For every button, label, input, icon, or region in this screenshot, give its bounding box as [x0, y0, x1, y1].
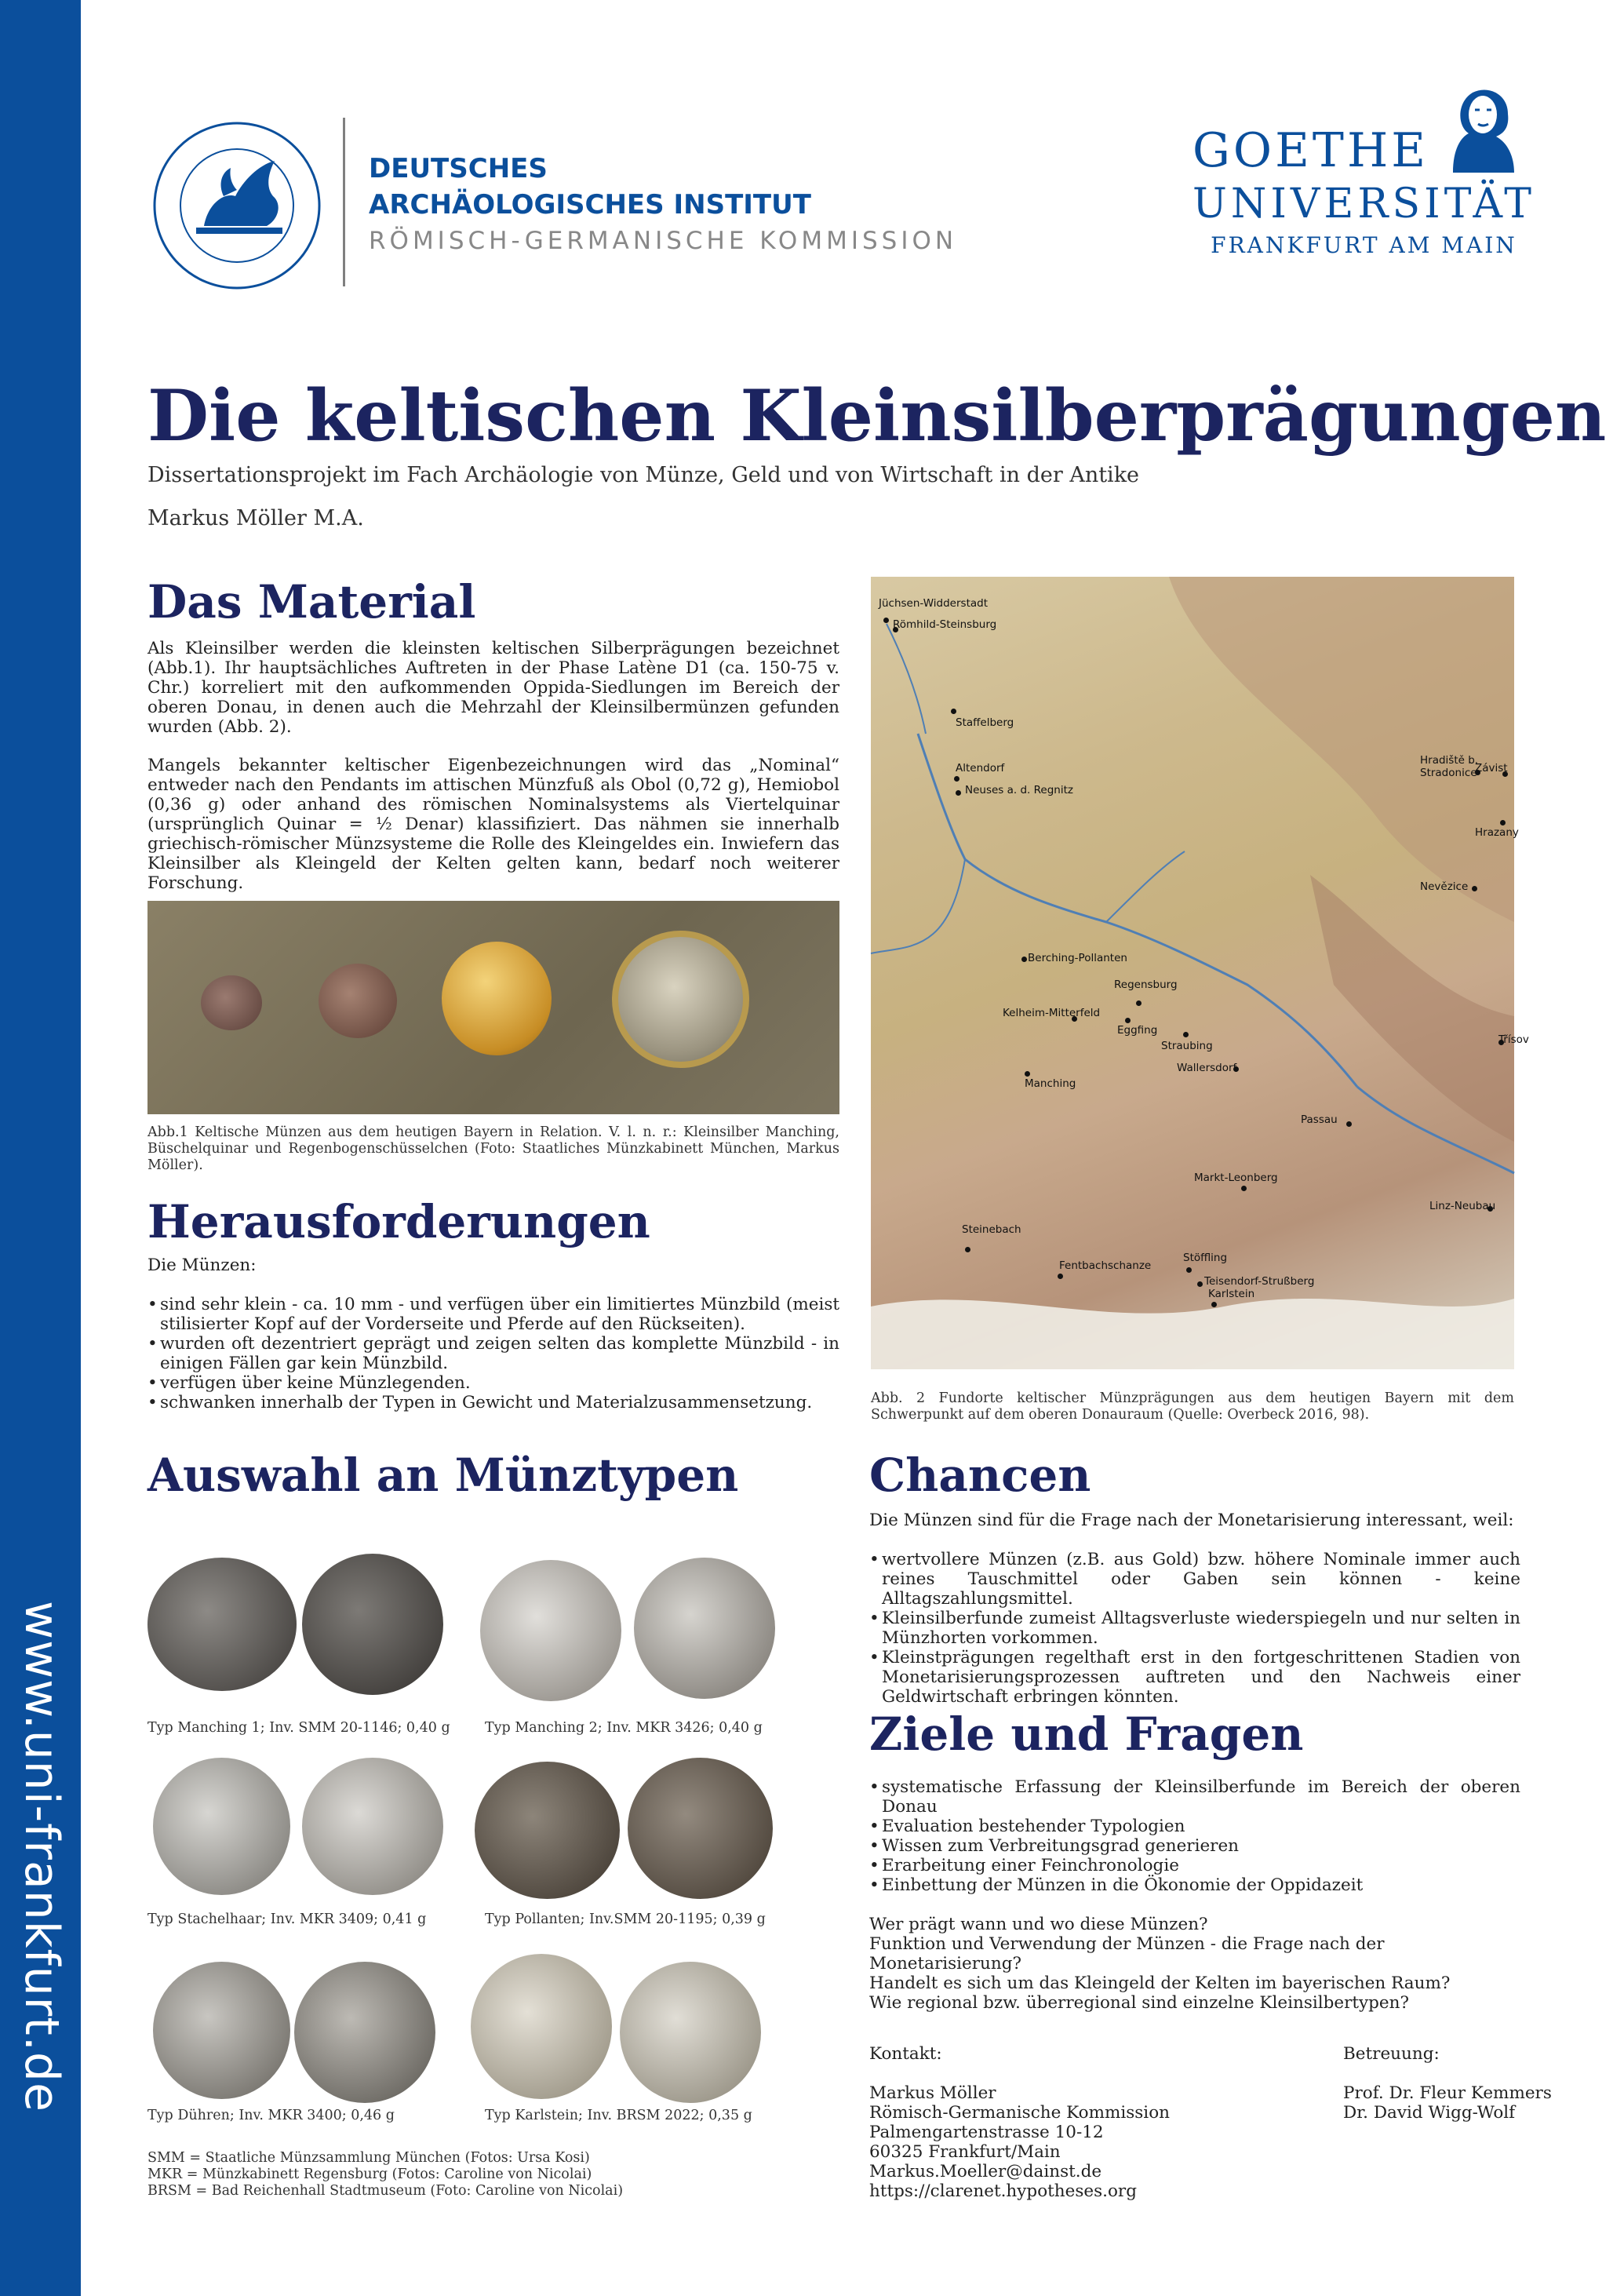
map-caption: Abb. 2 Fundorte keltischer Münzprägungen aus dem heutigen Bayern mit dem Schwerpunkt auf dem oberen Donauraum (Quelle: Overbeck 2016, 98).: [871, 1390, 1514, 1423]
map-label: Regensburg: [1114, 979, 1178, 991]
list-item: • Kleinsilberfunde zumeist Alltagsverluste wiederspiegeln und nur selten in Münzhorten vorkommen.: [869, 1609, 1520, 1648]
map-marker: [1021, 957, 1027, 962]
material-paragraph-1: Als Kleinsilber werden die kleinsten keltischen Silberprägungen bezeichnet (Abb.1). Ihr hauptsächliches Auftreten in der Phase Latène D1 (ca. 150-75 v. Chr.) korreliert mit den aufkommenden Oppida-Siedlungen im Bereich der oberen Donau, in denen auch die Mehrzahl der Kleinsilbermünzen gefunden wurden (Abb. 2).: [147, 639, 839, 737]
goals-heading: Ziele und Fragen: [869, 1707, 1304, 1761]
coin-label: Typ Stachelhaar; Inv. MKR 3409; 0,41 g: [147, 1912, 427, 1927]
coin-duehren-obverse: [153, 1962, 290, 2099]
types-note: BRSM = Bad Reichenhall Stadtmuseum (Foto: Caroline von Nicolai): [147, 2183, 624, 2199]
challenges-section: [147, 1194, 839, 1412]
coin-label: Typ Pollanten; Inv.SMM 20-1195; 0,39 g: [485, 1912, 766, 1927]
map-marker: [1136, 1000, 1142, 1006]
coin-pollanten-obverse: [475, 1762, 620, 1899]
coin-stachelhaar-obverse: [153, 1758, 290, 1895]
list-item: • verfügen über keine Münzlegenden.: [147, 1373, 839, 1393]
map-marker: [1183, 1032, 1189, 1037]
contact-block: [869, 2044, 1170, 2201]
map-marker: [1186, 1267, 1192, 1273]
map-label: Fentbachschanze: [1059, 1259, 1152, 1272]
map-label: Hradiště b. Stradonice: [1420, 754, 1479, 779]
question: Wie regional bzw. überregional sind einzelne Kleinsilbertypen?: [869, 1993, 1410, 2013]
map-marker: [956, 790, 961, 796]
map-label: Straubing: [1161, 1040, 1213, 1052]
supervisor-name: Dr. David Wigg-Wolf: [1343, 2103, 1516, 2123]
findspot-map: [871, 577, 1529, 1369]
map-label: Berching-Pollanten: [1028, 952, 1127, 964]
dai-seal-logo: [149, 118, 326, 294]
contact-line: Markus Möller: [869, 2083, 996, 2103]
types-note: MKR = Münzkabinett Regensburg (Fotos: Caroline von Nicolai): [147, 2167, 592, 2182]
challenges-heading: Herausforderungen: [147, 1195, 650, 1248]
challenges-intro: Die Münzen:: [147, 1256, 257, 1275]
side-band: [0, 0, 81, 2296]
map-marker: [1125, 1018, 1131, 1023]
chances-section: [869, 1448, 1520, 1707]
coin-label: Typ Dühren; Inv. MKR 3400; 0,46 g: [147, 2108, 395, 2123]
dai-name-block: [369, 151, 957, 259]
question: Handelt es sich um das Kleingeld der Kelten im bayerischen Raum?: [869, 1973, 1451, 1993]
chances-heading: Chancen: [869, 1449, 1091, 1502]
chances-list: [869, 1550, 1520, 1707]
goethe-line-3: FRANKFURT AM MAIN: [1211, 232, 1517, 258]
map-marker: [1025, 1071, 1030, 1077]
list-item: • systematische Erfassung der Kleinsilberfunde im Bereich der oberen Donau: [869, 1777, 1520, 1817]
map-label: Altendorf: [956, 762, 1005, 774]
coin-karlstein-obverse: [471, 1954, 612, 2099]
contact-line: Römisch-Germanische Kommission: [869, 2103, 1170, 2123]
map-label: Eggfing: [1117, 1024, 1158, 1037]
dai-line-1: DEUTSCHES: [369, 153, 548, 184]
list-item: • Einbettung der Münzen in die Ökonomie der Oppidazeit: [869, 1875, 1520, 1895]
dai-line-3: RÖMISCH-GERMANISCHE KOMMISSION: [369, 227, 958, 255]
goethe-portrait-icon: [1429, 78, 1531, 180]
map-label: Staffelberg: [956, 716, 1014, 729]
gold-coin: [442, 942, 552, 1055]
map-label: Nevězice: [1420, 880, 1469, 893]
contact-line: Palmengartenstrasse 10-12: [869, 2123, 1104, 2142]
goals-list: [869, 1777, 1520, 1895]
list-item: • Erarbeitung einer Feinchronologie: [869, 1856, 1520, 1875]
types-notes: [147, 2150, 623, 2199]
map-marker: [1197, 1281, 1203, 1287]
map-marker: [1241, 1186, 1247, 1191]
coin-manching1-reverse: [302, 1554, 443, 1695]
list-item: • wertvollere Münzen (z.B. aus Gold) bzw. höhere Nominale immer auch reines Tauschmittel oder Gaben sein können - keine Alltagszahlungsmittel.: [869, 1550, 1520, 1609]
map-label: Hrazany: [1475, 826, 1519, 839]
coin-photo-abb1: [147, 901, 839, 1114]
goals-questions: [869, 1915, 1520, 2013]
map-marker: [1500, 820, 1506, 825]
types-heading-wrap: [147, 1448, 738, 1503]
list-item: • sind sehr klein - ca. 10 mm - und verfügen über ein limitiertes Münzbild (meist stilisierter Kopf auf der Vorderseite und Pferde auf den Rückseiten).: [147, 1295, 839, 1334]
map-label: Kelheim-Mitterfeld: [1003, 1007, 1101, 1019]
map-label: Linz-Neubau: [1429, 1200, 1496, 1212]
contact-heading: Kontakt:: [869, 2044, 942, 2064]
material-heading: Das Material: [147, 575, 476, 629]
coin-manching1-obverse: [147, 1558, 297, 1691]
map-label: Teisendorf-Strußberg: [1204, 1275, 1315, 1288]
map-label: Wallersdorf: [1177, 1062, 1237, 1074]
map-marker: [1346, 1121, 1352, 1127]
coin-label: Typ Manching 2; Inv. MKR 3426; 0,40 g: [485, 1720, 763, 1736]
map-marker: [965, 1247, 970, 1252]
goethe-line-2: UNIVERSITÄT: [1193, 180, 1535, 228]
map-label: Třísov: [1498, 1033, 1529, 1046]
map-label: Stöffling: [1183, 1252, 1228, 1264]
chances-intro: Die Münzen sind für die Frage nach der Monetarisierung interessant, weil:: [869, 1511, 1514, 1530]
coin-karlstein-reverse: [620, 1962, 761, 2103]
map-label: Karlstein: [1208, 1288, 1255, 1300]
map-label: Römhild-Steinsburg: [893, 618, 997, 631]
author: Markus Möller M.A.: [147, 506, 364, 530]
material-paragraph-2: Mangels bekannter keltischer Eigenbezeichnungen wird das „Nominal“ entweder nach den Pendants im attischen Münzfuß als Obol (0,72 g), Hemiobol (0,36 g) oder anhand des römischen Nominalsystems als Viertelquinar (ursprünglich Quinar = ½ Denar) klassifiziert. Das nähmen sie innerhalb griechisch-römischer Münzsysteme die Rolle des Kleingeldes ein. Inwiefern das Kleinsilber als Kleingeld der Kelten gelten kann, bedarf noch weiterer Forschung.: [147, 756, 839, 893]
coin-label: Typ Karlstein; Inv. BRSM 2022; 0,35 g: [485, 2108, 752, 2123]
map-marker: [883, 618, 889, 623]
map-marker: [951, 709, 956, 714]
question: Funktion und Verwendung der Münzen - die Frage nach der Monetarisierung?: [869, 1934, 1385, 1973]
contact-line: 60325 Frankfurt/Main: [869, 2142, 1061, 2162]
map-label: Steinebach: [962, 1223, 1021, 1236]
list-item: • Wissen zum Verbreitungsgrad generieren: [869, 1836, 1520, 1856]
supervision-block: [1343, 2044, 1552, 2123]
dai-line-2: ARCHÄOLOGISCHES INSTITUT: [369, 189, 811, 220]
euro-coin: [612, 931, 749, 1068]
question: Wer prägt wann und wo diese Münzen?: [869, 1915, 1208, 1934]
map-label: Passau: [1301, 1113, 1338, 1126]
map-marker: [1211, 1302, 1217, 1307]
types-heading: Auswahl an Münztypen: [147, 1449, 739, 1502]
goethe-line-1: GOETHE: [1193, 123, 1429, 178]
coin-manching2-reverse: [634, 1558, 775, 1699]
coin-pollanten-reverse: [628, 1758, 773, 1899]
page-title: Die keltischen Kleinsilberprägungen: [147, 374, 1607, 457]
contact-email-link[interactable]: Markus.Moeller@dainst.de: [869, 2162, 1102, 2181]
types-note: SMM = Staatliche Münzsammlung München (Fotos: Ursa Kosi): [147, 2150, 590, 2166]
list-item: • wurden oft dezentriert geprägt und zeigen selten das komplette Münzbild - in einigen Fällen gar kein Münzbild.: [147, 1334, 839, 1373]
map-label: Jüchsen-Widderstadt: [879, 597, 988, 610]
material-caption: Abb.1 Keltische Münzen aus dem heutigen Bayern in Relation. V. l. n. r.: Kleinsilber Manching, Büschelquinar und Regenbogenschüsselchen (Foto: Staatliches Münzkabinett München, Markus Möller).: [147, 1124, 839, 1173]
list-item: • Kleinstprägungen regelthaft erst in den fortgeschrittenen Stadien von Monetarisierungsprozessen auftreten und den Nachweis einer Geldwirtschaft erbringen könnten.: [869, 1648, 1520, 1707]
list-item: • schwanken innerhalb der Typen in Gewicht und Materialzusammensetzung.: [147, 1393, 839, 1412]
challenges-list: [147, 1295, 839, 1412]
map-marker: [954, 776, 959, 782]
coin-duehren-reverse: [294, 1962, 435, 2103]
map-label: Markt-Leonberg: [1194, 1172, 1278, 1184]
map-marker: [1472, 886, 1477, 891]
material-section: [147, 574, 839, 893]
map-label: Neuses a. d. Regnitz: [965, 784, 1073, 796]
coin-label: Typ Manching 1; Inv. SMM 20-1146; 0,40 g: [147, 1720, 450, 1736]
goals-section: [869, 1707, 1520, 2013]
map-label: Závist: [1475, 762, 1508, 774]
contact-website-link[interactable]: https://clarenet.hypotheses.org: [869, 2181, 1137, 2201]
page-subtitle: Dissertationsprojekt im Fach Archäologie von Münze, Geld und von Wirtschaft in der Antike: [147, 463, 1140, 487]
list-item: • Evaluation bestehender Typologien: [869, 1817, 1520, 1836]
supervision-heading: Betreuung:: [1343, 2044, 1440, 2064]
small-silver-coin: [201, 975, 262, 1030]
coin-manching2-obverse: [480, 1560, 621, 1701]
coin-stachelhaar-reverse: [302, 1758, 443, 1895]
map-marker: [1058, 1274, 1063, 1279]
bueschelquinar-coin: [319, 964, 397, 1038]
dai-separator: [343, 118, 345, 286]
side-url[interactable]: www.uni-frankfurt.de: [14, 1601, 69, 2112]
supervisor-name: Prof. Dr. Fleur Kemmers: [1343, 2083, 1552, 2103]
map-label: Manching: [1025, 1077, 1076, 1090]
